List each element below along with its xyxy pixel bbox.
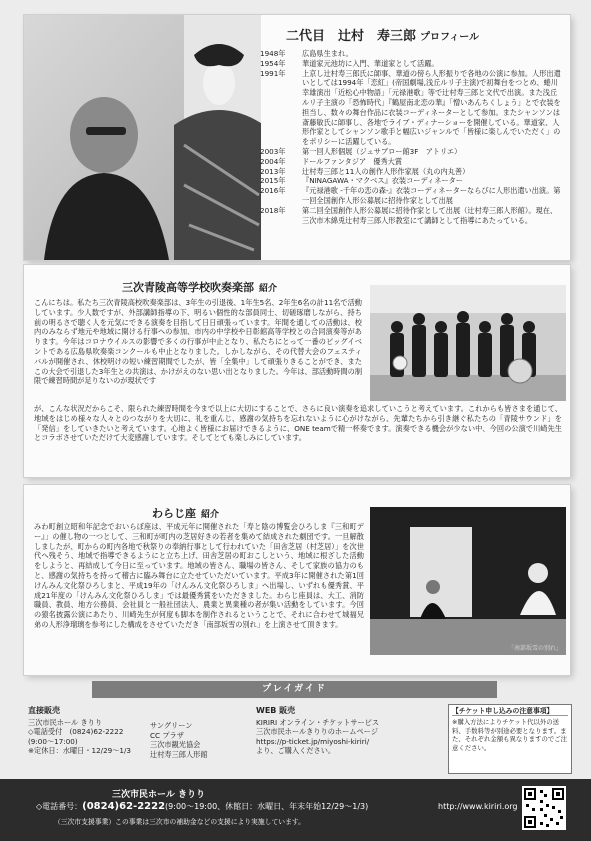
web-item: KIRIRI オンライン・チケットサービス: [256, 717, 380, 727]
bio-text: 第二回全国創作人形公募展に招待作家として出展（辻村寿三郎人形館）。現在、三次市木綿兎辻村寿三郎人形教室にて講師として指導にあたっている。: [302, 205, 558, 225]
band-subtitle: 紹介: [259, 284, 278, 294]
bio-text: 『元禄港歌 -千年の恋の森-』衣装コーディネーターならびに人形出遣い出演。第一回全国創作人形公募展に招待作家として出展: [302, 186, 561, 205]
bio-row: [260, 157, 564, 167]
band-panel: [24, 265, 570, 477]
bio-year: 1948年: [260, 49, 286, 58]
outlet-item: CC プラザ: [150, 730, 184, 740]
waraji-subtitle: 紹介: [201, 510, 220, 520]
footer-note: （三次市支援事業）この事業は三次市の補助金などの支援により実施しています。: [54, 818, 305, 826]
footer-hours: (9:00～19:00、休館日：水曜日、年末年始12/29～1/3): [165, 802, 369, 811]
bio-row: [260, 176, 564, 186]
direct-item: (9:00～17:00): [28, 736, 78, 746]
outlet-item: サングリーン: [150, 721, 193, 730]
band-text-a: こんにちは。私たち三次青陵高校吹奏楽部は、3年生の引退後、1年生5名、2年生6名の計11名で活動しています。少人数ですが、外部講師指導の下、明るい個性的な部員同士、切磋琢磨しながら、持ち前の明るさで聴く人を元気にできる演奏を目指して日日頑張っています。年間を通しての活動は、校内のみならず地元や地域に開ける行事への参加、市内の中学校や日彰館高等学校との合同演奏等があります。今年はコロナウイルスの影響で多くの行事が中止となり、私たちにとって一番のビッグイベントである広島県吹奏楽コンクールも中止となりました。しかしながら、その代替大会のフェスティバルが開催され、休校明けの短い練習期間でしたが、皆「全集中」して頑張りきることができ、またこの大会で引退した3年生との共演は、かけがえのない思い出となりました。今年は、部活動時間の制限で練習時間が足りないのが現状です: [34, 298, 363, 386]
bio-text: ドールファンタジア 優秀大賞: [302, 156, 403, 166]
bio-year: 1954年: [260, 58, 286, 68]
bio-row: [260, 49, 564, 59]
bio-year: 2018年: [260, 205, 286, 215]
bio-text: 第一回人形個展（ジュサブロー館3F アトリエ）: [302, 146, 462, 156]
qr-code-icon[interactable]: [522, 786, 566, 830]
footer-venue: 三次市民ホール きりり: [112, 790, 205, 800]
bio-text: 広島県生まれ。: [302, 49, 353, 58]
bio-year: 1991年: [260, 68, 286, 78]
profile-subtitle: プロフィール: [420, 32, 480, 43]
profile-bio: [260, 49, 564, 225]
waraji-photo-caption: 「南部坂雪の別れ」: [507, 645, 562, 652]
bio-year: 2013年: [260, 166, 286, 176]
web-item: 三次市民ホールきりりのホームページ: [256, 727, 378, 737]
bio-text: 上京し辻村寿三郎氏に師事、華道の傍ら人形振りで各地の公演に参加。人形出遣いとしては1994年「恋紅」(帝国劇場,浅丘ルリ子主演)で初舞台をつとめ、蜷川幸雄演出「近松心中物語」「元禄港歌」等で辻村寿三郎と文代で出演。また浅丘ルリ子主演の「恐怖時代」『鶴屋南北恋の華』「憎いあんちくしょう」とで衣装を担当し、数々の舞台作品に衣装コーディネーターとして参加。またシャンソンは斎藤敏氏に師事し、各地でライブ・ディナーショーを開催している。華道家、人形作家としてシャンソン歌手と幅広いジャンルで「皆様に楽しんでいただく」のをポリシーに活躍している。: [302, 68, 561, 147]
waraji-title: わらじ座: [152, 507, 196, 520]
ticket-notice-title: 【チケット申し込みの注意事項】: [452, 707, 568, 716]
bio-row: [260, 147, 564, 157]
band-heading: [122, 279, 277, 295]
bio-year: 2016年: [260, 186, 286, 196]
web-sales-title: WEB 販売: [256, 706, 296, 715]
bio-row: [260, 186, 564, 206]
profile-title: 二代目 辻村 寿三郎: [286, 29, 417, 44]
direct-item: ※定休日：水曜日・12/29～1/3: [28, 746, 131, 756]
web-sales-section: [256, 706, 422, 756]
bio-year: 2003年: [260, 146, 286, 156]
footer-tel: (0824)62-2222: [82, 801, 166, 812]
band-photo: [370, 285, 566, 401]
web-url-link[interactable]: https://p-ticket.jp/miyoshi-kiriri/: [256, 736, 370, 746]
outlet-item: 辻村寿三郎人形館: [150, 749, 208, 759]
ticket-notice-box: [448, 704, 572, 774]
bio-year: 2004年: [260, 156, 286, 166]
bio-row: [260, 69, 564, 147]
band-title: 三次青陵高等学校吹奏楽部: [122, 281, 254, 294]
waraji-photo: [370, 507, 566, 655]
footer-tel-label: ◇電話番号：: [36, 802, 83, 811]
footer-tel-line: [36, 801, 368, 812]
band-text-b: が、こんな状況だからこそ、限られた練習時間を今まで以上に大切にすることで、さらに良い演奏を追求していこうと考えています。これからも皆さまを通じて、地域をはじめ様々な人々とのつながりを大切に、礼を重んじ、感謝の気持ちを忘れないように心がけながら、先輩たちから引き継ぐ私たちの「青陵サウンド」を「発信」をしていきたいと考えています。心地よく皆様にお届けできるように、ONE teamで精一杯奏でます。演奏できる機会が少ない中、今回の公演で川崎先生とコラボさせていただけて大変感謝しています。そしてとても楽しみにしています。: [34, 404, 562, 443]
profile-heading: [286, 25, 479, 44]
waraji-text: みわ町創立昭和年記念でおいらぼ座は、平成元年に開催された「寿と陰の博覧会ひろしま『三和町デー』」の催し物の一つとして、三和町が町内の芝居好きの若者を集めて結成された劇団です。一旦解散しましたが、町からの町内各地で秋祭りの奉納行事として行われていた「田舎芝居（村芝居）」を次世代へ残そう、地域で指導できるようにと立ち上げ、田舎芝居の町おこしという、地域に根ざした活動をしようと、再結成して今日に至っています。地域の皆さん、職場の皆さん、そして家族の協力のもと、感謝の気持ちを持って稽古に臨み舞台に立たせていただいています。平成3年に開催された第1回けんみん文化祭ひろしまと、平成19年の「けんみん文化祭ひろしま」へ出場し、いずれも優秀賞、平成21年度の「けんみん文化祭ひろしま」では最優秀賞をいただきました。わらじ座員は、大工、消防職員、教員、地方公務員、会社員と一般社団法人、農業と異業種の者が集い活動をしています。今回の猿名披露公演にあたり、川崎先生が何度も脚本を制作されるということで、それに合わせて城福兄弟の人形浄瑠璃を参考にした構成をさせていただき「南部坂雪の別れ」を上演させて頂きます。: [34, 522, 364, 629]
direct-sales-section: [28, 706, 148, 756]
direct-item: 三次市民ホール きりり: [28, 717, 103, 727]
footer: [0, 779, 591, 841]
web-item: より、ご購入ください。: [256, 746, 336, 756]
bio-year: 2015年: [260, 176, 286, 186]
outlet-list: [150, 721, 260, 759]
bio-row: [260, 167, 564, 177]
bio-text: 『NINAGAWA・マクベス』衣装コーディネーター: [302, 176, 463, 186]
waraji-heading: [152, 505, 219, 521]
outlet-item: 三次市観光協会: [150, 740, 201, 750]
bio-text: 華道家元池坊に入門、華道家として活躍。: [302, 58, 439, 68]
profile-panel: [24, 15, 570, 260]
waraji-panel: [24, 485, 570, 675]
bio-row: [260, 59, 564, 69]
direct-item: ◇電話受付 (0824)62-2222: [28, 727, 124, 737]
footer-url-link[interactable]: http://www.kiriri.org: [438, 802, 518, 811]
ticket-notice-text: ※購入方法によりチケット代以外の送料、手数料等が別途必要となります。また、それぞれ金額も異なりますのでご注意ください。: [452, 718, 568, 752]
bio-text: 辻村寿三郎と11人の創作人形作家展（丸の内丸善）: [302, 166, 470, 176]
bio-row: [260, 206, 564, 226]
direct-sales-title: 直接販売: [28, 706, 60, 715]
play-guide-bar: プレイガイド: [92, 681, 497, 698]
profile-photo: [24, 15, 261, 260]
